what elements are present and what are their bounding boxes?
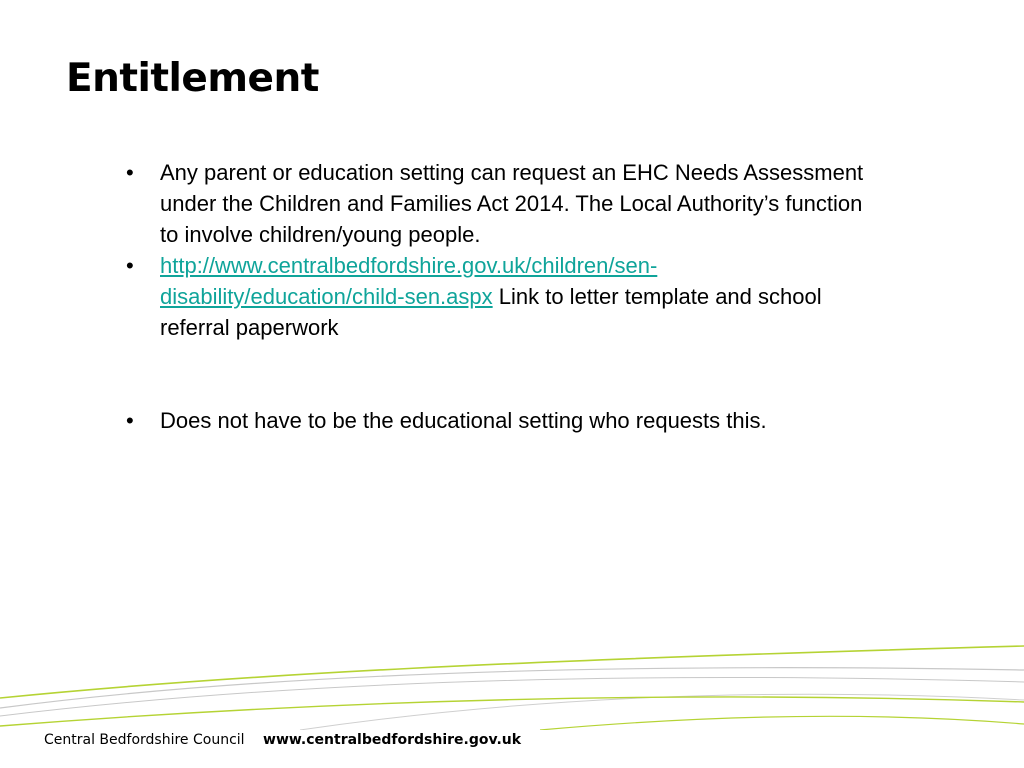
bullet-text: Does not have to be the educational setting who requests this. (160, 408, 767, 433)
sen-disability-link[interactable]: http://www.centralbedfordshire.gov.uk/children/sen-disability/education/child-sen.aspx (160, 253, 658, 309)
footer-council-name: Central Bedfordshire Council (44, 732, 245, 748)
bullet-item-request (126, 157, 886, 250)
bullet-item-link (126, 250, 886, 343)
footer (44, 732, 521, 748)
decorative-swoosh (0, 640, 1024, 730)
bullet-text: Link to letter template and school referral paperwork (160, 284, 822, 340)
bullet-icon: • (126, 408, 134, 433)
bullet-text: Any parent or education setting can request an EHC Needs Assessment under the Children and Families Act 2014. The Local Authority’s function to involve children/young people. (160, 160, 864, 247)
footer-website: www.centralbedfordshire.gov.uk (263, 732, 522, 748)
slide-title: Entitlement (66, 56, 319, 101)
bullet-icon: • (126, 253, 134, 278)
bullet-list (126, 157, 886, 436)
bullet-item-setting (126, 405, 886, 436)
bullet-icon: • (126, 160, 134, 185)
